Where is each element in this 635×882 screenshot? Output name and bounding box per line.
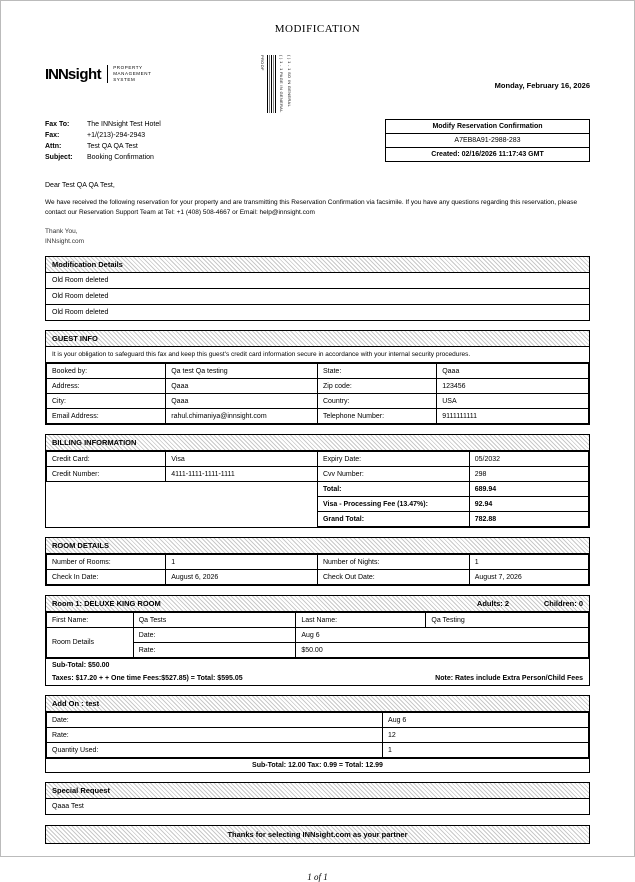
table-row [47, 364, 589, 379]
add-on-total: Sub-Total: 12.00 Tax: 0.99 = Total: 12.99 [46, 758, 589, 772]
total-label: Total: [317, 482, 469, 497]
room-1-section [45, 595, 590, 686]
guest-zip-value: 123456 [437, 379, 589, 394]
guest-city-label: City: [47, 394, 166, 409]
room-1-date-label: Date: [133, 628, 296, 643]
room-details-table [46, 554, 589, 585]
guest-country-label: Country: [317, 394, 436, 409]
table-row [47, 482, 589, 497]
page-number: 1 of 1 [307, 872, 328, 882]
room-details-header: ROOM DETAILS [46, 538, 589, 554]
guest-city-value: Qaaa [166, 394, 318, 409]
add-on-table [46, 712, 589, 758]
guest-state-label: State: [317, 364, 436, 379]
subject-value: Booking Confirmation [87, 154, 154, 161]
number-of-nights-value: 1 [469, 555, 588, 570]
credit-card-value: Visa [166, 452, 318, 467]
table-row [47, 728, 589, 743]
confirmation-box [385, 119, 590, 162]
barcode-block [259, 55, 292, 113]
innsight-logo [45, 65, 151, 83]
logo-tagline-1: PROPERTY [113, 65, 143, 70]
guest-country-value: USA [437, 394, 589, 409]
special-request-header: Special Request [46, 783, 589, 799]
billing-information-section [45, 434, 590, 528]
table-row [47, 570, 589, 585]
fax-label: Fax: [45, 132, 60, 139]
fax-to-value: The INNsight Test Hotel [87, 121, 161, 128]
page-title: MODIFICATION [274, 23, 361, 35]
first-name-value: Qa Tests [133, 613, 296, 628]
modification-row: Old Room deleted [52, 309, 109, 316]
letter-thanks: Thank You, [45, 228, 78, 235]
letter-paragraph: We have received the following reservation for your property and are transmitting this Reservation Confirmation via facsimile. If you have any questions regarding this reservation, please contact our Reservation Support Team at Tel: +1 (408) 508-4667 or Email: help@innsight.com [45, 199, 578, 216]
confirmation-code: A7EB8A91-2988-283 [386, 134, 589, 148]
letter-salutation: Dear Test QA QA Test, [45, 182, 115, 189]
fax-info-block [45, 119, 590, 163]
table-row [47, 713, 589, 728]
guest-info-note: It is your obligation to safeguard this fax and keep this guest's credit card information secure in accordance with your internal security procedures. [46, 347, 589, 363]
barcode-icon [267, 55, 276, 113]
room-details-section [45, 537, 590, 586]
grand-total-value: 782.88 [469, 512, 588, 527]
attn-label: Attn: [45, 143, 62, 150]
room-1-taxes-line [46, 672, 589, 685]
table-row [47, 467, 589, 482]
guest-info-table [46, 363, 589, 424]
logo-tagline-3: SYSTEM [113, 77, 136, 82]
guest-address-value: Qaaa [166, 379, 318, 394]
processing-fee-label: Visa - Processing Fee (13.47%): [317, 497, 469, 512]
fax-to-label: Fax To: [45, 121, 70, 128]
letter-company: INNsight.com [45, 238, 85, 245]
room-1-children: Children: 0 [543, 599, 583, 608]
cvv-label: Cvv Number: [317, 467, 469, 482]
check-out-date-value: August 7, 2026 [469, 570, 588, 585]
add-on-date-label: Date: [47, 713, 383, 728]
table-row [47, 452, 589, 467]
table-row [47, 628, 589, 643]
barcode-label-3: ( ) 1 - 1 SO IN GENERAL [287, 55, 292, 108]
modification-row: Old Room deleted [46, 273, 589, 289]
room-1-subtotal: Sub-Total: $50.00 [46, 658, 589, 672]
logo-tagline-2: MANAGEMENT [113, 71, 152, 76]
last-name-value: Qa Testing [426, 613, 589, 628]
guest-booked-by-label: Booked by: [47, 364, 166, 379]
add-on-rate-label: Rate: [47, 728, 383, 743]
room-1-adults: Adults: 2 [476, 599, 509, 608]
total-value: 689.94 [469, 482, 588, 497]
check-in-date-value: August 6, 2026 [166, 570, 318, 585]
first-name-label: First Name: [47, 613, 134, 628]
room-1-taxes: Taxes: $17.20 + + One time Fees:$527.85) = Total: $595.05 [52, 675, 243, 682]
check-in-date-label: Check In Date: [47, 570, 166, 585]
confirmation-created: Created: 02/16/2026 11:17:43 GMT [431, 151, 544, 158]
guest-booked-by-value: Qa test Qa testing [166, 364, 318, 379]
billing-spacer [47, 482, 318, 527]
expiry-date-label: Expiry Date: [317, 452, 469, 467]
document-header [1, 49, 634, 119]
table-row [47, 379, 589, 394]
logo-wordmark [45, 66, 101, 83]
guest-email-value: rahul.chimaniya@innsight.com [166, 409, 318, 424]
room-1-note: Note: Rates include Extra Person/Child Fees [435, 675, 583, 682]
number-of-nights-label: Number of Nights: [317, 555, 469, 570]
add-on-qty-label: Quantity Used: [47, 743, 383, 758]
add-on-rate-value: 12 [383, 728, 589, 743]
guest-address-label: Address: [47, 379, 166, 394]
guest-email-label: Email Address: [47, 409, 166, 424]
add-on-date-value: Aug 6 [383, 713, 589, 728]
room-1-date-value: Aug 6 [296, 628, 589, 643]
modification-row: Old Room deleted [46, 289, 589, 305]
guest-info-section [45, 330, 590, 425]
table-row [47, 613, 589, 628]
special-request-value: Qaaa Test [52, 803, 84, 810]
room-1-header [46, 596, 589, 612]
number-of-rooms-value: 1 [166, 555, 318, 570]
logo-name-a: INN [45, 65, 68, 83]
check-out-date-label: Check Out Date: [317, 570, 469, 585]
modification-details-section [45, 256, 590, 321]
guest-phone-label: Telephone Number: [317, 409, 436, 424]
attn-value: Test QA QA Test [87, 143, 138, 150]
processing-fee-value: 92.94 [469, 497, 588, 512]
subject-label: Subject: [45, 154, 73, 161]
room-details-label: Room Details [47, 628, 134, 658]
expiry-date-value: 05/2032 [469, 452, 588, 467]
room-1-table [46, 612, 589, 658]
credit-number-value: 4111-1111-1111-1111 [166, 467, 318, 482]
room-1-rate-value: $50.00 [296, 643, 589, 658]
barcode-label-2: ( ) 1 - 1 PAGE IN GENERAL [279, 55, 284, 113]
credit-number-label: Credit Number: [47, 467, 166, 482]
table-row [47, 743, 589, 758]
guest-state-value: Qaaa [437, 364, 589, 379]
logo-name-b: sight [67, 65, 102, 83]
letter-signoff [45, 227, 590, 247]
number-of-rooms-label: Number of Rooms: [47, 555, 166, 570]
grand-total-label: Grand Total: [317, 512, 469, 527]
table-row [47, 394, 589, 409]
footer-banner: Thanks for selecting INNsight.com as your partner [45, 825, 590, 844]
add-on-qty-value: 1 [383, 743, 589, 758]
billing-table [46, 451, 589, 527]
cvv-value: 298 [469, 467, 588, 482]
letter-body [45, 181, 590, 247]
table-row [47, 555, 589, 570]
fax-value: +1/(213)-294-2943 [87, 132, 146, 139]
confirmation-header: Modify Reservation Confirmation [386, 120, 589, 134]
guest-info-header: GUEST INFO [46, 331, 589, 347]
logo-tagline [107, 65, 151, 83]
add-on-section [45, 695, 590, 773]
modification-details-header: Modification Details [46, 257, 589, 273]
credit-card-label: Credit Card: [47, 452, 166, 467]
room-1-rate-label: Rate: [133, 643, 296, 658]
guest-zip-label: Zip code: [317, 379, 436, 394]
billing-information-header: BILLING INFORMATION [46, 435, 589, 451]
table-row [47, 409, 589, 424]
guest-phone-value: 9111111111 [437, 409, 589, 424]
room-1-title: Room 1: DELUXE KING ROOM [52, 599, 161, 608]
document-date: Monday, February 16, 2026 [494, 81, 590, 90]
add-on-header: Add On : test [46, 696, 589, 712]
last-name-label: Last Name: [296, 613, 426, 628]
special-request-section [45, 782, 590, 815]
barcode-label-1: PROOF [260, 55, 265, 71]
